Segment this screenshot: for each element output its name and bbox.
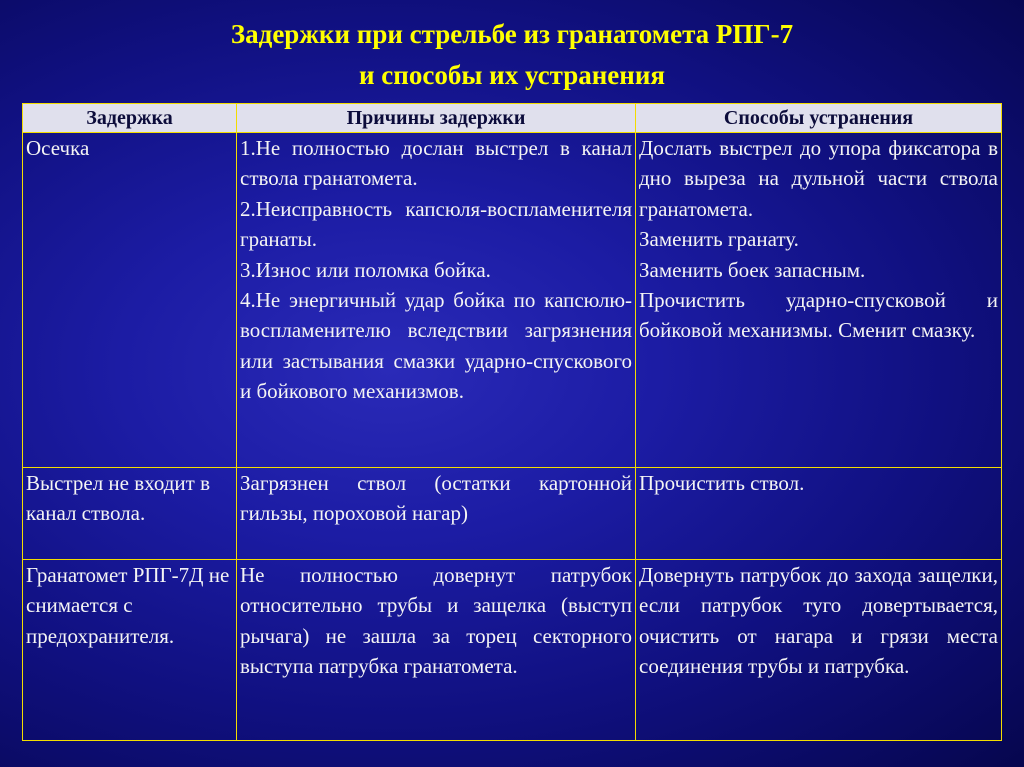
header-causes: Причины задержки (237, 104, 636, 133)
table-row (23, 560, 1002, 741)
header-remedies: Способы устранения (636, 104, 1002, 133)
table-row (23, 468, 1002, 560)
malfunctions-table (22, 103, 1002, 741)
title-line-1: Задержки при стрельбе из гранатомета РПГ-7 (230, 19, 794, 49)
table-header-row (23, 104, 1002, 133)
remedies-cell (636, 468, 1002, 560)
causes-cell (237, 560, 636, 741)
title-line-2: и способы их устранения (359, 60, 665, 90)
cause-item: Не полностью довернут патрубок относительно трубы и защелка (выступ рычага) не зашла за торец секторного выступа патрубка гранатомета. (240, 563, 632, 679)
remedy-item: Довернуть патрубок до захода защелки, если патрубок туго довертывается, очистить от нагара и грязи места соединения трубы и патрубка. (639, 563, 998, 679)
remedy-item: Прочистить ударно-спусковой и бойковой механизмы. Сменит смазку. (639, 288, 998, 343)
table-row (23, 133, 1002, 468)
cause-item: 3.Износ или поломка бойка. (240, 257, 491, 282)
cause-item: 1.Не полностью дослан выстрел в канал ствола гранатомета. (240, 136, 632, 191)
remedy-item: Заменить гранату. (639, 227, 799, 252)
remedy-item: Дослать выстрел до упора фиксатора в дно выреза на дульной части ствола гранатомета. (639, 136, 998, 221)
slide-title (0, 14, 1024, 96)
remedies-cell (636, 560, 1002, 741)
cause-item: 4.Не энергичный удар бойка по капсюлю-воспламенителю вследствии загрязнения или застывания смазки ударно-спускового и бойкового механизмов. (240, 288, 632, 404)
causes-cell (237, 468, 636, 560)
remedies-cell (636, 133, 1002, 468)
cause-item: 2.Неисправность капсюля-воспламенителя гранаты. (240, 196, 632, 252)
cause-item: Загрязнен ствол (остатки картонной гильзы, пороховой нагар) (240, 471, 632, 526)
delay-cell: Гранатомет РПГ-7Д не снимается с предохранителя. (23, 560, 237, 741)
remedy-item: Заменить боек запасным. (639, 257, 866, 282)
remedy-item: Прочистить ствол. (639, 471, 805, 495)
delay-cell: Осечка (23, 133, 237, 468)
header-delay: Задержка (23, 104, 237, 133)
causes-cell (237, 133, 636, 468)
delay-cell: Выстрел не входит в канал ствола. (23, 468, 237, 560)
